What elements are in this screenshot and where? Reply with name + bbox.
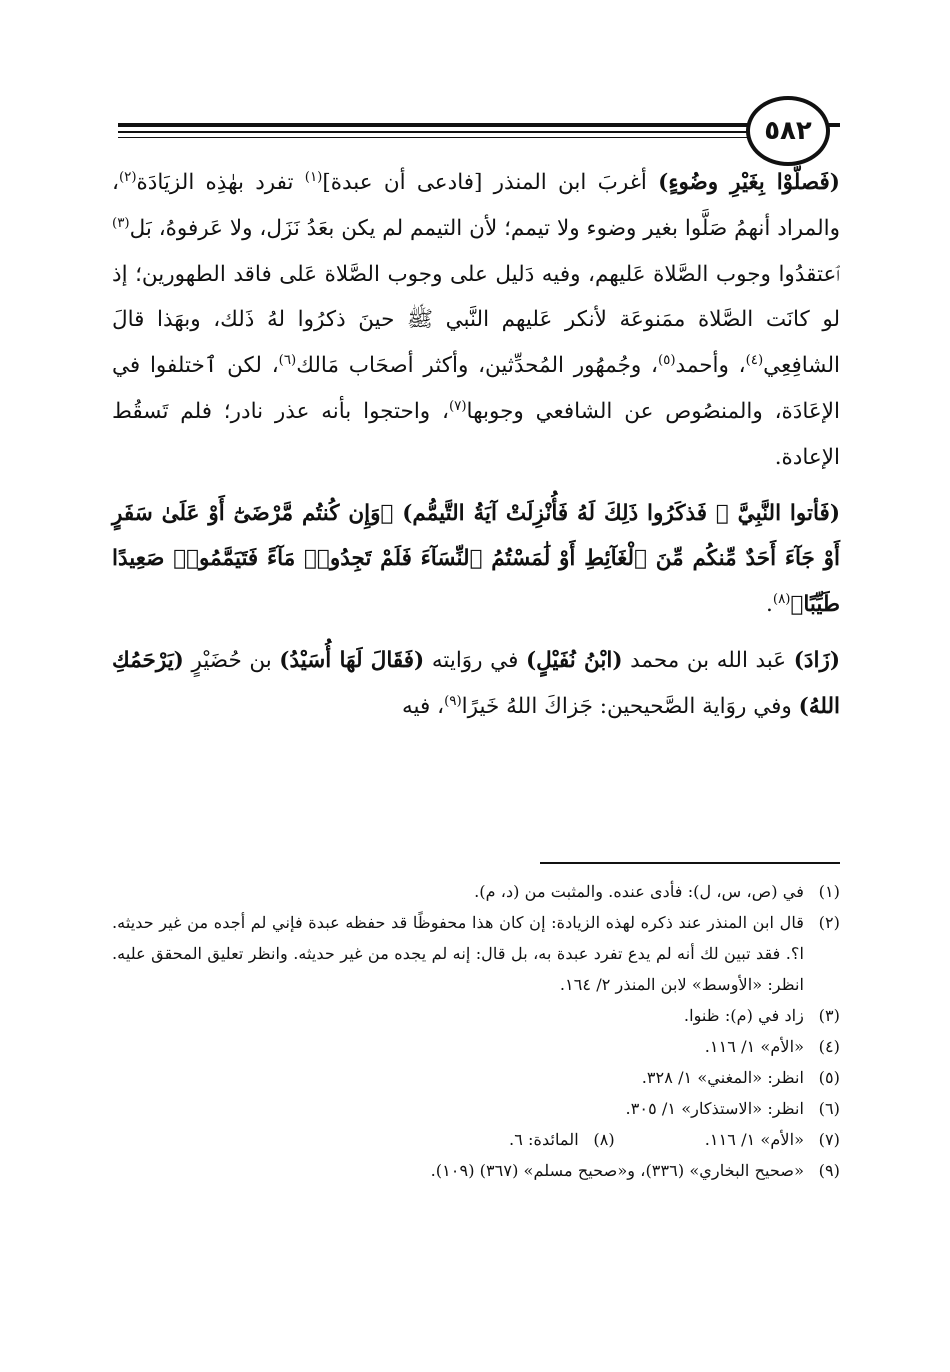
- footnote: [112, 1062, 840, 1093]
- footnote-ref[interactable]: (١): [304, 169, 323, 185]
- footnote-ref[interactable]: (٦): [278, 353, 297, 369]
- paragraph: [112, 491, 840, 628]
- footnote-ref[interactable]: (٨): [772, 592, 791, 608]
- page-header: [0, 0, 950, 160]
- hadith-quote: (زَادَ): [793, 647, 841, 673]
- footnote: [112, 1155, 840, 1186]
- header-rule: [118, 123, 758, 127]
- footnote-number: (٦): [818, 1099, 840, 1118]
- header-rule: [118, 137, 758, 138]
- commentary-text: وفي روَاية الصَّحيحين: جَزاكَ اللهُ خَيرًا: [461, 693, 799, 719]
- header-rule: [118, 131, 758, 133]
- footnote-ref[interactable]: (٢): [118, 169, 137, 185]
- main-text: [112, 160, 840, 730]
- hadith-quote: (يَرْحَمُكِ اللهُ): [112, 647, 840, 719]
- commentary-text: عَبد الله بن محمد: [622, 647, 794, 673]
- footnote: [112, 1031, 840, 1062]
- footnote-text: زاد في (م): ظنوا.: [683, 1006, 804, 1025]
- footnote-number: (٧): [818, 1130, 840, 1149]
- footnote-ref[interactable]: (٤): [745, 353, 764, 369]
- footnote: [509, 1124, 615, 1155]
- footnote-number: (٤): [818, 1037, 840, 1056]
- quran-verse: ﴿وَإِن كُنتُم مَّرْضَىٰٓ أَوْ عَلَىٰ سَفَرٍ أَوْ جَآءَ أَحَدٌ مِّنكُم مِّنَ ٱلْغَآئِطِ أَوْ لَٰمَسْتُمُ ٱلنِّسَآءَ فَلَمْ تَجِدُوا۟ مَآءً فَتَيَمَّمُوا۟ صَعِيدًا طَيِّبًا﴾: [112, 500, 840, 618]
- hadith-quote: (فَصلَّوْا بِغَيْرِ وضُوءٍ): [658, 170, 840, 195]
- commentary-text: ، فيه: [402, 693, 445, 719]
- commentary-text: ، واحتجوا بأنه عذر نادر؛ فلم تَسقُط الإعادة.: [112, 398, 840, 470]
- footnote-text: «الأم» ١/ ١١٦.: [704, 1130, 804, 1149]
- hadith-quote: (فَقَالَ لَهَا أُسَيْدُ): [279, 647, 425, 673]
- footnote-text: المائدة: ٦.: [509, 1130, 579, 1149]
- footnote-number: (٣): [818, 1006, 840, 1025]
- hadith-quote: (فَأتوا النَّبِيَّ ﷺ فَذكَرُوا ذَلِكَ لَهُ فَأُنْزِلَتْ آيَةُ التَّيمُّم): [402, 500, 840, 526]
- commentary-text: ، لكن ٱختلفوا في الإعَادَة، والمنصُوص عن الشافعي وجوبها: [112, 353, 840, 424]
- commentary-text: .: [766, 592, 773, 618]
- paragraph: [112, 160, 840, 481]
- footnote-ref[interactable]: (٣): [112, 215, 130, 231]
- footnote: [112, 1000, 840, 1031]
- commentary-text: تفرد بهٰذِه الزيَادَة: [136, 170, 305, 195]
- footnote: [112, 876, 840, 907]
- footnote-text: «الأم» ١/ ١١٦.: [704, 1037, 804, 1056]
- footnotes: [112, 876, 840, 1186]
- footnote-text: انظر: «المغني» ١/ ٣٢٨.: [641, 1068, 804, 1087]
- footnote-ref[interactable]: (٩): [444, 693, 462, 709]
- footnote-row: [112, 1124, 840, 1155]
- paragraph: [112, 638, 840, 730]
- footnote-number: (٢): [818, 913, 840, 932]
- footnote-text: «صحيح البخاري» (٣٣٦)، و«صحيح مسلم» (٣٦٧) (١٠٩).: [430, 1161, 804, 1180]
- footnote-number: (٩): [818, 1161, 840, 1180]
- footnote: [705, 1124, 840, 1155]
- commentary-text: في روَايته: [424, 647, 526, 673]
- commentary-text: أغربَ ابن المنذر [فادعى أن عبدة]: [322, 170, 659, 195]
- footnote-divider: [540, 862, 840, 864]
- footnote-ref[interactable]: (٥): [657, 353, 676, 369]
- commentary-text: ٱعتقدُوا وجوب الصَّلاة عَليهم، وفيه دَليل على وجوب الصَّلاة عَلى فاقد الطهورين؛ إذ لو كانَت الصَّلاة ممَنوعَة لأنكر عَليهم النَّبي ﷺ حينَ ذكرُوا لهُ ذَلك، وبهَذا قالَ الشافِعِي: [112, 261, 840, 379]
- commentary-text: ، وجُمهُور المُحدِّثين، وأكثر أصحَاب مَالك: [296, 353, 658, 379]
- footnote-text: قال ابن المنذر عند ذكره لهذه الزيادة: إن كان هذا محفوظًا قد حفظه عبدة فإني لم أجده من غير حديثه. ا؟. فقد تبين لك أنه لم يدع تفرد عبدة به، بل قال: إنه لم يجده من غير حديثه. وانظر تعليق المحقق عليه. انظر: «الأوسط» لابن المنذر ٢/ ١٦٤.: [112, 913, 804, 994]
- commentary-text: ، وأحمد: [675, 353, 746, 379]
- footnote-ref[interactable]: (٧): [448, 398, 467, 414]
- footnote: [112, 907, 840, 1000]
- footnote-number: (٥): [818, 1068, 840, 1087]
- footnote-text: انظر: «الاستذكار» ١/ ٣٠٥.: [625, 1099, 804, 1118]
- commentary-text: ، والمراد أنهمُ صَلَّوا بغير وضوء ولا تيمم؛ لأن التيمم لم يكن بعَدُ نَزَل، ولا عَرفوهُ، بَل: [112, 170, 840, 241]
- hadith-quote: (ابْنُ نُفَيْلٍ): [525, 647, 623, 673]
- footnote-text: في (ص، س، ل): فأدى عنده. والمثبت من (د، م).: [474, 882, 804, 901]
- page-number: ٥٨٢: [746, 96, 830, 166]
- commentary-text: بن حُضَيْرٍ: [183, 647, 280, 673]
- footnote: [112, 1093, 840, 1124]
- footnote-number: (١): [818, 882, 840, 901]
- footnote-number: (٨): [593, 1130, 615, 1149]
